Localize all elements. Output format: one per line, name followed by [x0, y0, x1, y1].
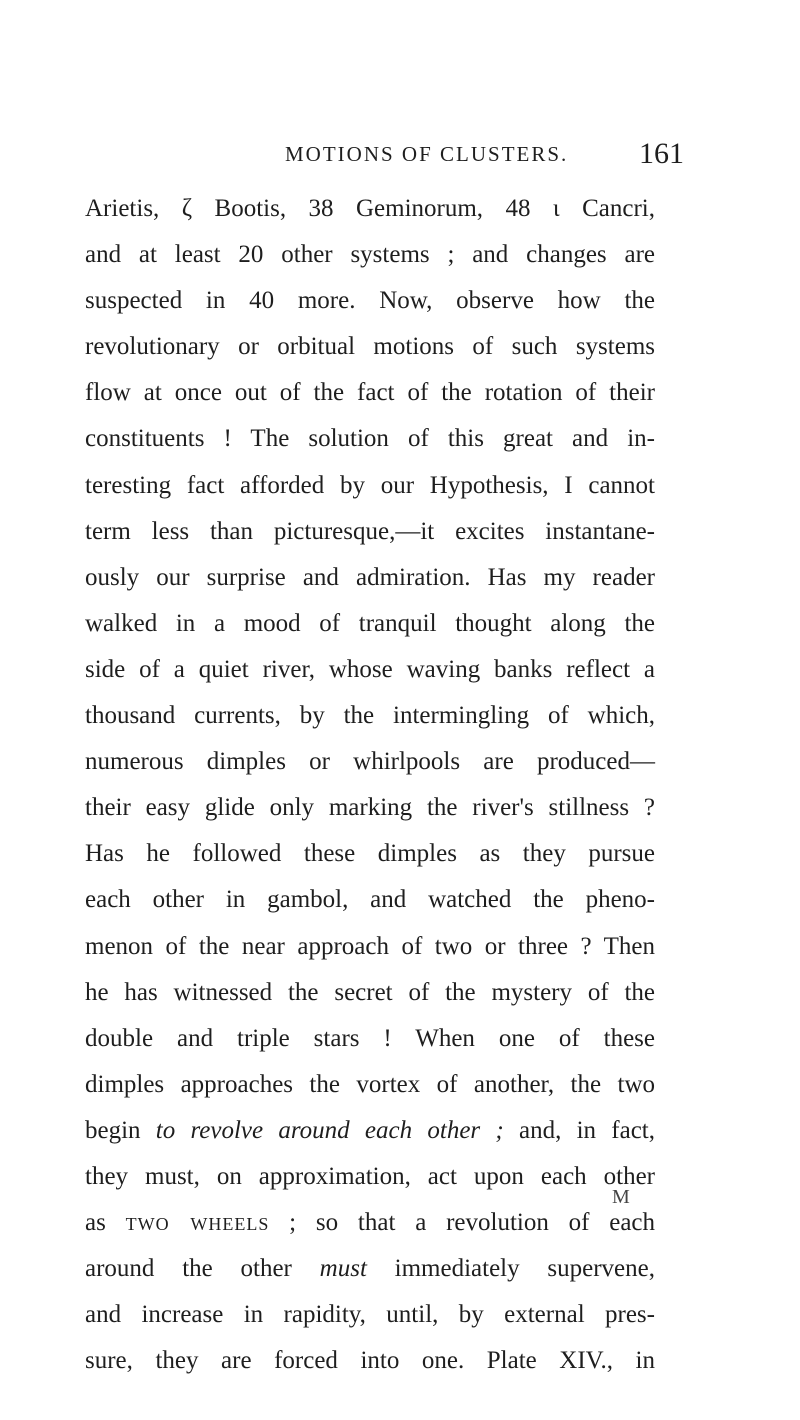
text-line: suspected in 40 more. Now, observe how the [85, 287, 655, 315]
small-caps-phrase: two wheels [125, 1209, 270, 1237]
text-run: ; so that a revolution of each [269, 1209, 656, 1237]
italic-word: must [319, 1255, 367, 1283]
text-line: Has he followed these dimples as they pursue [85, 840, 655, 868]
running-title: MOTIONS OF CLUSTERS. [285, 142, 569, 166]
text-run: and, in fact, [503, 1116, 655, 1144]
text-line: and at least 20 other systems ; and changes are [85, 241, 655, 269]
text-line: menon of the near approach of two or three ? Then [85, 932, 655, 960]
text-line: ously our surprise and admiration. Has my reader [85, 563, 655, 591]
running-head [0, 137, 800, 182]
text-line: and increase in rapidity, until, by external pres- [85, 1301, 655, 1329]
text-line: walked in a mood of tranquil thought along the [85, 609, 655, 637]
text-line: they must, on approximation, act upon each other [85, 1162, 655, 1190]
text-line: flow at once out of the fact of the rotation of their [85, 379, 655, 407]
text-line: double and triple stars ! When one of these [85, 1024, 655, 1052]
text-run: begin [85, 1116, 156, 1144]
text-line: Arietis, ζ Bootis, 38 Geminorum, 48 ι Cancri, [85, 195, 655, 222]
text-line: sure, they are forced into one. Plate XIV., in [85, 1347, 655, 1375]
italic-phrase: to revolve around each other ; [155, 1116, 504, 1144]
text-line: their easy glide only marking the river's stillness ? [85, 794, 655, 822]
text-line: dimples approaches the vortex of another, the two [85, 1070, 655, 1098]
text-line: side of a quiet river, whose waving banks reflect a [85, 655, 655, 683]
text-line: constituents ! The solution of this great and in- [85, 425, 655, 453]
signature-mark: M [612, 1186, 630, 1208]
text-line: each other in gambol, and watched the pheno- [85, 886, 655, 914]
body-text [85, 186, 655, 1384]
text-line [85, 1108, 655, 1154]
text-line: numerous dimples or whirlpools are produced— [85, 748, 655, 776]
text-run: around the other [85, 1255, 320, 1283]
text-run: as [85, 1209, 126, 1237]
text-line: he has witnessed the secret of the mystery of the [85, 978, 655, 1006]
text-line [85, 1246, 655, 1292]
text-line: thousand currents, by the intermingling of which, [85, 702, 655, 730]
text-line: revolutionary or orbitual motions of such systems [85, 333, 655, 361]
text-line [85, 1200, 655, 1246]
text-line: teresting fact afforded by our Hypothesis, I cannot [85, 471, 655, 499]
text-line: term less than picturesque,—it excites instantane- [85, 517, 655, 545]
text-run: immediately supervene, [366, 1255, 655, 1283]
page-number: 161 [639, 137, 684, 170]
